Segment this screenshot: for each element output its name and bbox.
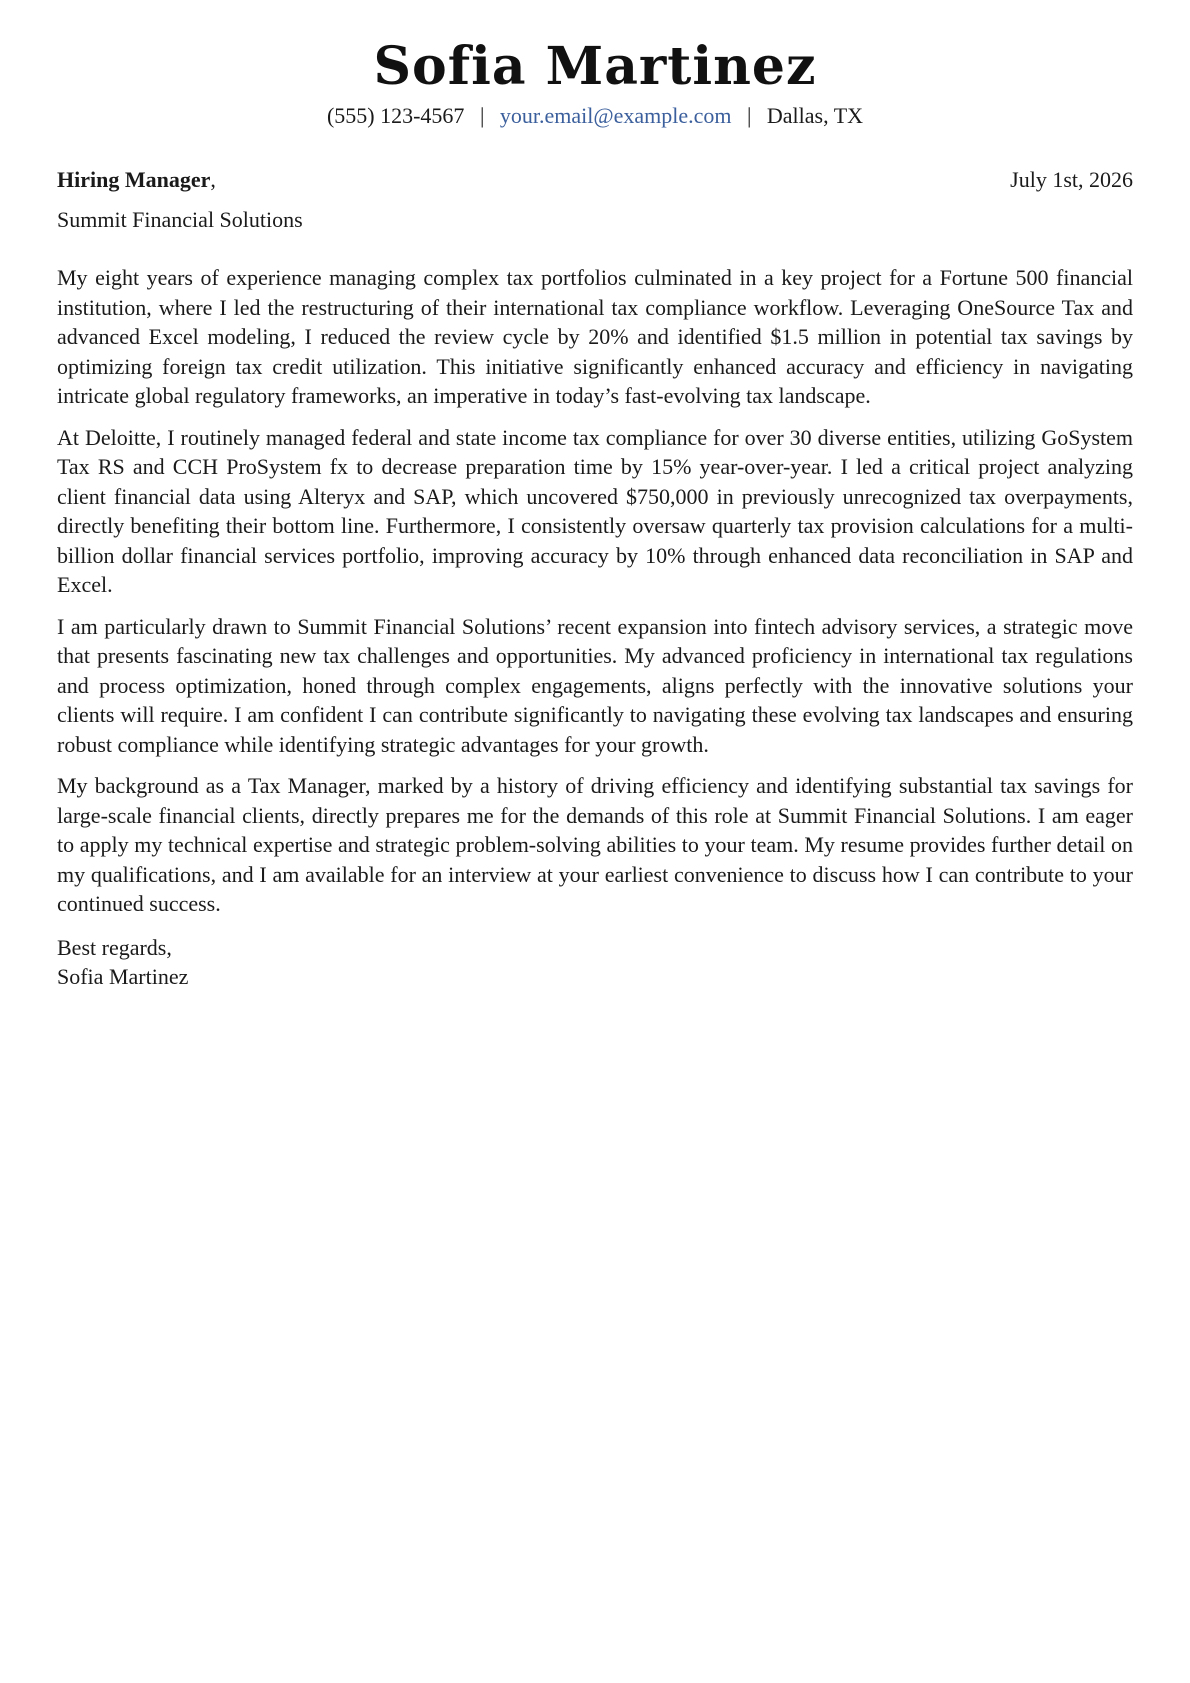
recipient-row	[57, 167, 1133, 193]
salutation	[57, 167, 216, 193]
body-paragraph: I am particularly drawn to Summit Financial Solutions’ recent expansion into fintech advisory services, a strategic move that presents fascinating new tax challenges and opportunities. My advanced proficiency in international tax regulations and process optimization, honed through complex engagements, aligns perfectly with the innovative solutions your clients will require. I am confident I can contribute significantly to navigating these evolving tax landscapes and ensuring robust compliance while identifying strategic advantages for your growth.	[57, 613, 1133, 757]
closing-block	[57, 933, 1133, 992]
contact-separator: |	[479, 103, 485, 129]
letter-date: July 1st, 2026	[1010, 167, 1133, 193]
email-link[interactable]: your.email@example.com	[499, 103, 732, 129]
letter-body	[57, 263, 1133, 919]
applicant-name: Sofia Martinez	[373, 36, 817, 97]
valediction: Best regards,	[57, 934, 172, 960]
recipient-title: Hiring Manager	[57, 167, 211, 193]
phone-number: (555) 123-4567	[326, 103, 465, 129]
contact-line	[57, 103, 1133, 129]
location: Dallas, TX	[766, 103, 864, 129]
body-paragraph: My background as a Tax Manager, marked by a history of driving efficiency and identifying substantial tax savings for large-scale financial clients, directly prepares me for the demands of this role at Summit Financial Solutions. I am eager to apply my technical expertise and strategic problem-solving abilities to your team. My resume provides further detail on my qualifications, and I am available for an interview at your earliest convenience to discuss how I can contribute to your continued success.	[57, 773, 1133, 917]
signature-name: Sofia Martinez	[57, 964, 189, 990]
salutation-punct: ,	[210, 167, 216, 193]
body-paragraph: My eight years of experience managing complex tax portfolios culminated in a key project for a Fortune 500 financial institution, where I led the restructuring of their international tax compliance workflow. Leveraging OneSource Tax and advanced Excel modeling, I reduced the review cycle by 20% and identified $1.5 million in potential tax savings by optimizing foreign tax credit utilization. This initiative significantly enhanced accuracy and efficiency in navigating intricate global regulatory frameworks, an imperative in today’s fast-evolving tax landscape.	[57, 265, 1133, 409]
contact-separator: |	[746, 103, 752, 129]
recipient-company: Summit Financial Solutions	[57, 207, 303, 233]
body-paragraph: At Deloitte, I routinely managed federal and state income tax compliance for over 30 diverse entities, utilizing GoSystem Tax RS and CCH ProSystem fx to decrease preparation time by 15% year-over-year. I led a critical project analyzing client financial data using Alteryx and SAP, which uncovered $750,000 in previously unrecognized tax overpayments, directly benefiting their bottom line. Furthermore, I consistently oversaw quarterly tax provision calculations for a multi-billion dollar financial services portfolio, improving accuracy by 10% through enhanced data reconciliation in SAP and Excel.	[57, 424, 1133, 598]
